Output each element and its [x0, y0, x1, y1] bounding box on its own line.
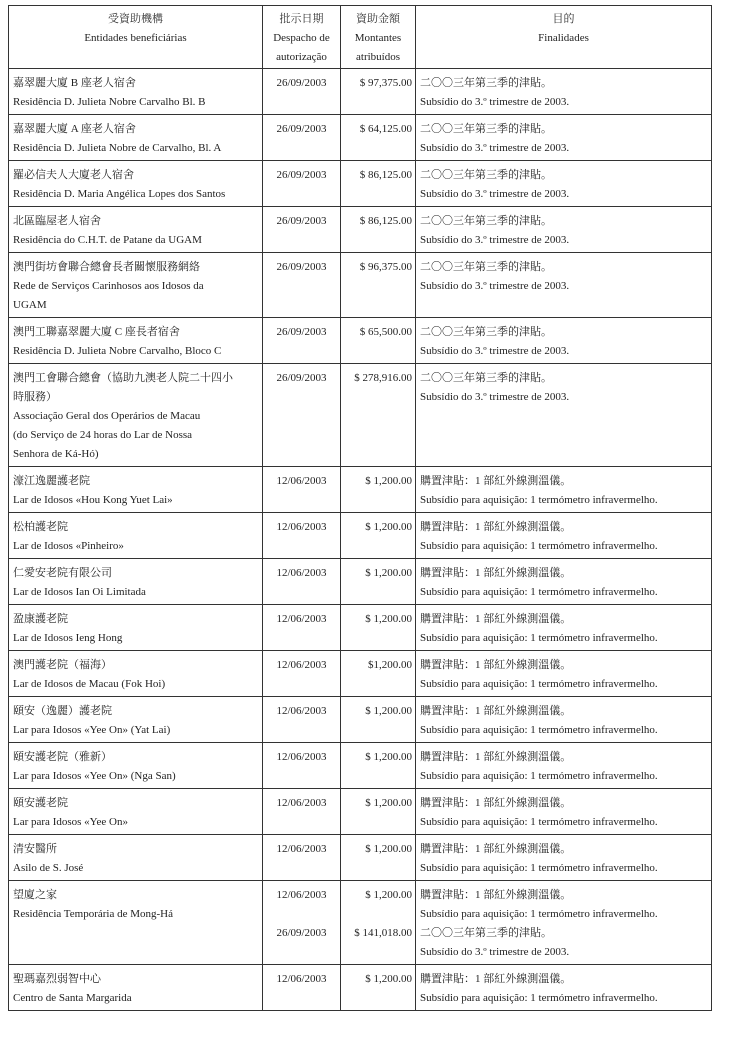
purpose-line: 購置津貼：1 部紅外線測溫儀。: [420, 567, 572, 579]
amount-cell: [341, 881, 416, 965]
date-cell: [263, 651, 341, 697]
table-row: [9, 253, 712, 318]
purpose-line: 購置津貼：1 部紅外線測溫儀。: [420, 659, 572, 671]
header-date-zh: 批示日期: [279, 13, 324, 25]
purpose-line: 二〇〇三年第三季的津貼。: [420, 77, 552, 89]
header-date-pt2: autorização: [276, 51, 327, 63]
purpose-line: Subsídio do 3.º trimestre de 2003.: [420, 946, 570, 958]
date-line: 12/06/2003: [276, 521, 327, 533]
entity-line: Lar de Idosos Ieng Hong: [13, 632, 123, 644]
table-row: [9, 318, 712, 364]
entity-cell: [9, 207, 263, 253]
amount-line: $ 141,018.00: [354, 927, 412, 939]
purpose-line: 二〇〇三年第三季的津貼。: [420, 215, 552, 227]
entity-cell: [9, 318, 263, 364]
amount-cell: [341, 835, 416, 881]
amount-line: $ 65,500.00: [359, 326, 412, 338]
entity-cell: [9, 743, 263, 789]
purpose-line: 二〇〇三年第三季的津貼。: [420, 261, 552, 273]
amount-line: $ 1,200.00: [365, 613, 412, 625]
entity-line: Residência do C.H.T. de Patane da UGAM: [13, 234, 202, 246]
table-row: [9, 513, 712, 559]
purpose-cell: [416, 513, 712, 559]
purpose-cell: [416, 697, 712, 743]
date-line: 12/06/2003: [276, 475, 327, 487]
date-cell: [263, 605, 341, 651]
header-purpose: [416, 6, 712, 69]
purpose-line: Subsídio do 3.º trimestre de 2003.: [420, 280, 570, 292]
purpose-cell: [416, 881, 712, 965]
date-cell: [263, 115, 341, 161]
purpose-line: 購置津貼：1 部紅外線測溫儀。: [420, 613, 572, 625]
table-header-row: [9, 6, 712, 69]
table-row: [9, 605, 712, 651]
table-row: [9, 161, 712, 207]
purpose-line: Subsídio do 3.º trimestre de 2003.: [420, 188, 570, 200]
date-line: 12/06/2003: [276, 889, 327, 901]
date-cell: [263, 513, 341, 559]
purpose-line: Subsídio para aquisição: 1 termómetro infravermelho.: [420, 908, 658, 920]
purpose-line: 二〇〇三年第三季的津貼。: [420, 927, 552, 939]
purpose-line: 購置津貼：1 部紅外線測溫儀。: [420, 751, 572, 763]
entity-line: 望廈之家: [13, 889, 57, 901]
amount-cell: [341, 467, 416, 513]
date-line: [263, 905, 340, 924]
date-cell: [263, 559, 341, 605]
entity-line: 澳門工會聯合總會（協助九澳老人院二十四小: [13, 372, 233, 384]
table-row: [9, 207, 712, 253]
entity-line: Senhora de Ká-Hó): [13, 448, 99, 460]
purpose-cell: [416, 651, 712, 697]
purpose-line: Subsídio para aquisição: 1 termómetro infravermelho.: [420, 816, 658, 828]
amount-line: $ 1,200.00: [365, 973, 412, 985]
date-line: 26/09/2003: [276, 372, 327, 384]
date-cell: [263, 467, 341, 513]
entity-line: 盈康護老院: [13, 613, 68, 625]
entity-line: Lar de Idosos Ian Oi Limitada: [13, 586, 146, 598]
purpose-line: 購置津貼：1 部紅外線測溫儀。: [420, 705, 572, 717]
purpose-line: Subsídio para aquisição: 1 termómetro infravermelho.: [420, 862, 658, 874]
table-row: [9, 559, 712, 605]
entity-line: Centro de Santa Margarida: [13, 992, 132, 1004]
entity-line: Residência D. Julieta Nobre de Carvalho, Bl. A: [13, 142, 222, 154]
purpose-line: Subsídio para aquisição: 1 termómetro infravermelho.: [420, 632, 658, 644]
purpose-cell: [416, 789, 712, 835]
entity-line: Lar para Idosos «Yee On»: [13, 816, 128, 828]
amount-cell: [341, 651, 416, 697]
date-cell: [263, 364, 341, 467]
header-entity-zh: 受資助機構: [108, 13, 163, 25]
entity-line: Asilo de S. José: [13, 862, 84, 874]
date-cell: [263, 161, 341, 207]
entity-cell: [9, 559, 263, 605]
date-cell: [263, 743, 341, 789]
amount-cell: [341, 253, 416, 318]
date-cell: [263, 697, 341, 743]
amount-line: $ 86,125.00: [359, 169, 412, 181]
entity-line: 澳門護老院（福海）: [13, 659, 112, 671]
header-purpose-pt: Finalidades: [538, 32, 589, 44]
amount-line: $ 1,200.00: [365, 521, 412, 533]
entity-cell: [9, 364, 263, 467]
amount-line: $ 1,200.00: [365, 705, 412, 717]
entity-cell: [9, 835, 263, 881]
header-entity-pt: Entidades beneficiárias: [84, 32, 187, 44]
purpose-line: Subsídio para aquisição: 1 termómetro infravermelho.: [420, 992, 658, 1004]
date-line: 12/06/2003: [276, 843, 327, 855]
header-date: [263, 6, 341, 69]
purpose-line: 二〇〇三年第三季的津貼。: [420, 123, 552, 135]
table-row: [9, 364, 712, 467]
amount-line: $ 278,916.00: [354, 372, 412, 384]
table-row: [9, 835, 712, 881]
date-line: 12/06/2003: [276, 751, 327, 763]
entity-line: Lar para Idosos «Yee On» (Nga San): [13, 770, 176, 782]
amount-cell: [341, 789, 416, 835]
header-amount: [341, 6, 416, 69]
entity-line: 澳門街坊會聯合總會長者關懷服務網絡: [13, 261, 200, 273]
date-line: 26/09/2003: [276, 326, 327, 338]
entity-line: Lar para Idosos «Yee On» (Yat Lai): [13, 724, 171, 736]
purpose-line: Subsídio do 3.º trimestre de 2003.: [420, 142, 570, 154]
date-cell: [263, 318, 341, 364]
header-entity: [9, 6, 263, 69]
table-row: [9, 467, 712, 513]
entity-line: 澳門工聯嘉翠麗大廈 C 座長者宿舍: [13, 326, 180, 338]
purpose-line: Subsídio para aquisição: 1 termómetro infravermelho.: [420, 540, 658, 552]
purpose-line: Subsídio para aquisição: 1 termómetro infravermelho.: [420, 586, 658, 598]
purpose-cell: [416, 69, 712, 115]
date-cell: [263, 881, 341, 965]
date-cell: [263, 835, 341, 881]
entity-line: Lar de Idosos «Hou Kong Yuet Lai»: [13, 494, 173, 506]
purpose-line: 二〇〇三年第三季的津貼。: [420, 326, 552, 338]
purpose-line: Subsídio para aquisição: 1 termómetro infravermelho.: [420, 724, 658, 736]
purpose-line: 購置津貼：1 部紅外線測溫儀。: [420, 797, 572, 809]
entity-line: 頤安護老院（雅新）: [13, 751, 112, 763]
entity-line: Residência D. Julieta Nobre Carvalho, Bloco C: [13, 345, 222, 357]
date-line: 26/09/2003: [276, 169, 327, 181]
entity-cell: [9, 513, 263, 559]
table-row: [9, 115, 712, 161]
entity-line: 聖瑪嘉烈弱智中心: [13, 973, 101, 985]
purpose-cell: [416, 835, 712, 881]
subsidy-table: [8, 5, 712, 1011]
amount-line: $ 1,200.00: [365, 797, 412, 809]
purpose-line: Subsídio do 3.º trimestre de 2003.: [420, 96, 570, 108]
purpose-cell: [416, 253, 712, 318]
entity-cell: [9, 161, 263, 207]
purpose-cell: [416, 743, 712, 789]
amount-cell: [341, 161, 416, 207]
purpose-cell: [416, 467, 712, 513]
header-amount-pt1: Montantes: [354, 32, 402, 44]
amount-line: $ 1,200.00: [365, 475, 412, 487]
entity-line: Associação Geral dos Operários de Macau: [13, 410, 201, 422]
entity-cell: [9, 965, 263, 1011]
header-amount-zh: 資助金額: [356, 13, 400, 25]
amount-line: $ 96,375.00: [359, 261, 412, 273]
entity-line: 仁愛安老院有限公司: [13, 567, 112, 579]
amount-cell: [341, 207, 416, 253]
date-line: 12/06/2003: [276, 659, 327, 671]
entity-line: Residência D. Julieta Nobre Carvalho Bl. B: [13, 96, 206, 108]
entity-line: 時服務）: [13, 391, 57, 403]
entity-cell: [9, 789, 263, 835]
purpose-line: Subsídio do 3.º trimestre de 2003.: [420, 391, 570, 403]
entity-line: UGAM: [13, 299, 47, 311]
table-row: [9, 743, 712, 789]
amount-cell: [341, 605, 416, 651]
entity-line: 頤安護老院: [13, 797, 68, 809]
amount-line: $ 64,125.00: [359, 123, 412, 135]
date-line: 12/06/2003: [276, 613, 327, 625]
entity-cell: [9, 467, 263, 513]
table-row: [9, 965, 712, 1011]
amount-cell: [341, 559, 416, 605]
purpose-line: 購置津貼：1 部紅外線測溫儀。: [420, 521, 572, 533]
date-cell: [263, 207, 341, 253]
date-line: 26/09/2003: [276, 927, 327, 939]
amount-cell: [341, 965, 416, 1011]
header-purpose-zh: 目的: [552, 13, 575, 25]
entity-line: Lar de Idosos «Pinheiro»: [13, 540, 124, 552]
amount-cell: [341, 697, 416, 743]
header-date-pt1: Despacho de: [273, 32, 330, 44]
entity-line: 北區臨屋老人宿舍: [13, 215, 101, 227]
purpose-cell: [416, 161, 712, 207]
amount-line: $ 1,200.00: [365, 751, 412, 763]
purpose-cell: [416, 364, 712, 467]
date-cell: [263, 253, 341, 318]
entity-cell: [9, 605, 263, 651]
amount-line: $ 1,200.00: [365, 889, 412, 901]
amount-line: $ 1,200.00: [365, 567, 412, 579]
date-cell: [263, 789, 341, 835]
entity-cell: [9, 69, 263, 115]
date-line: 12/06/2003: [276, 797, 327, 809]
purpose-cell: [416, 559, 712, 605]
entity-line: Lar de Idosos de Macau (Fok Hoi): [13, 678, 166, 690]
amount-cell: [341, 69, 416, 115]
purpose-cell: [416, 605, 712, 651]
date-line: 26/09/2003: [276, 261, 327, 273]
header-amount-pt2: atribuídos: [356, 51, 400, 63]
entity-line: 濠江逸麗護老院: [13, 475, 90, 487]
date-line: 12/06/2003: [276, 705, 327, 717]
purpose-line: 二〇〇三年第三季的津貼。: [420, 169, 552, 181]
purpose-line: 購置津貼：1 部紅外線測溫儀。: [420, 475, 572, 487]
amount-cell: [341, 115, 416, 161]
purpose-cell: [416, 207, 712, 253]
purpose-line: Subsídio para aquisição: 1 termómetro infravermelho.: [420, 678, 658, 690]
amount-line: $ 1,200.00: [365, 843, 412, 855]
purpose-line: Subsídio para aquisição: 1 termómetro infravermelho.: [420, 770, 658, 782]
table-body: [9, 69, 712, 1011]
entity-line: 嘉翠麗大廈 B 座老人宿舍: [13, 77, 136, 89]
table-row: [9, 651, 712, 697]
purpose-cell: [416, 115, 712, 161]
date-line: 12/06/2003: [276, 567, 327, 579]
entity-cell: [9, 651, 263, 697]
entity-cell: [9, 697, 263, 743]
amount-line: $1,200.00: [368, 659, 412, 671]
entity-cell: [9, 881, 263, 965]
purpose-line: 購置津貼：1 部紅外線測溫儀。: [420, 889, 572, 901]
purpose-cell: [416, 965, 712, 1011]
date-line: 12/06/2003: [276, 973, 327, 985]
purpose-line: Subsídio do 3.º trimestre de 2003.: [420, 234, 570, 246]
purpose-line: 購置津貼：1 部紅外線測溫儀。: [420, 973, 572, 985]
amount-cell: [341, 318, 416, 364]
entity-line: 羅必信夫人大廈老人宿舍: [13, 169, 134, 181]
amount-line: $ 86,125.00: [359, 215, 412, 227]
entity-line: Rede de Serviços Carinhosos aos Idosos da: [13, 280, 204, 292]
amount-cell: [341, 364, 416, 467]
amount-line: $ 97,375.00: [359, 77, 412, 89]
entity-line: (do Serviço de 24 horas do Lar de Nossa: [13, 429, 193, 441]
amount-cell: [341, 743, 416, 789]
table-row: [9, 69, 712, 115]
date-cell: [263, 965, 341, 1011]
date-line: 26/09/2003: [276, 123, 327, 135]
entity-line: 嘉翠麗大廈 A 座老人宿舍: [13, 123, 136, 135]
date-cell: [263, 69, 341, 115]
entity-line: Residência Temporária de Mong-Há: [13, 908, 173, 920]
entity-line: Residência D. Maria Angélica Lopes dos Santos: [13, 188, 226, 200]
entity-line: 清安醫所: [13, 843, 57, 855]
entity-cell: [9, 115, 263, 161]
date-line: 26/09/2003: [276, 77, 327, 89]
amount-cell: [341, 513, 416, 559]
table-row: [9, 697, 712, 743]
purpose-line: 購置津貼：1 部紅外線測溫儀。: [420, 843, 572, 855]
entity-cell: [9, 253, 263, 318]
amount-line: [341, 905, 412, 924]
purpose-line: Subsídio para aquisição: 1 termómetro infravermelho.: [420, 494, 658, 506]
purpose-line: 二〇〇三年第三季的津貼。: [420, 372, 552, 384]
entity-line: 頤安（逸麗）護老院: [13, 705, 112, 717]
entity-line: 松柏護老院: [13, 521, 68, 533]
date-line: 26/09/2003: [276, 215, 327, 227]
table-row: [9, 881, 712, 965]
purpose-line: Subsídio do 3.º trimestre de 2003.: [420, 345, 570, 357]
purpose-cell: [416, 318, 712, 364]
table-row: [9, 789, 712, 835]
